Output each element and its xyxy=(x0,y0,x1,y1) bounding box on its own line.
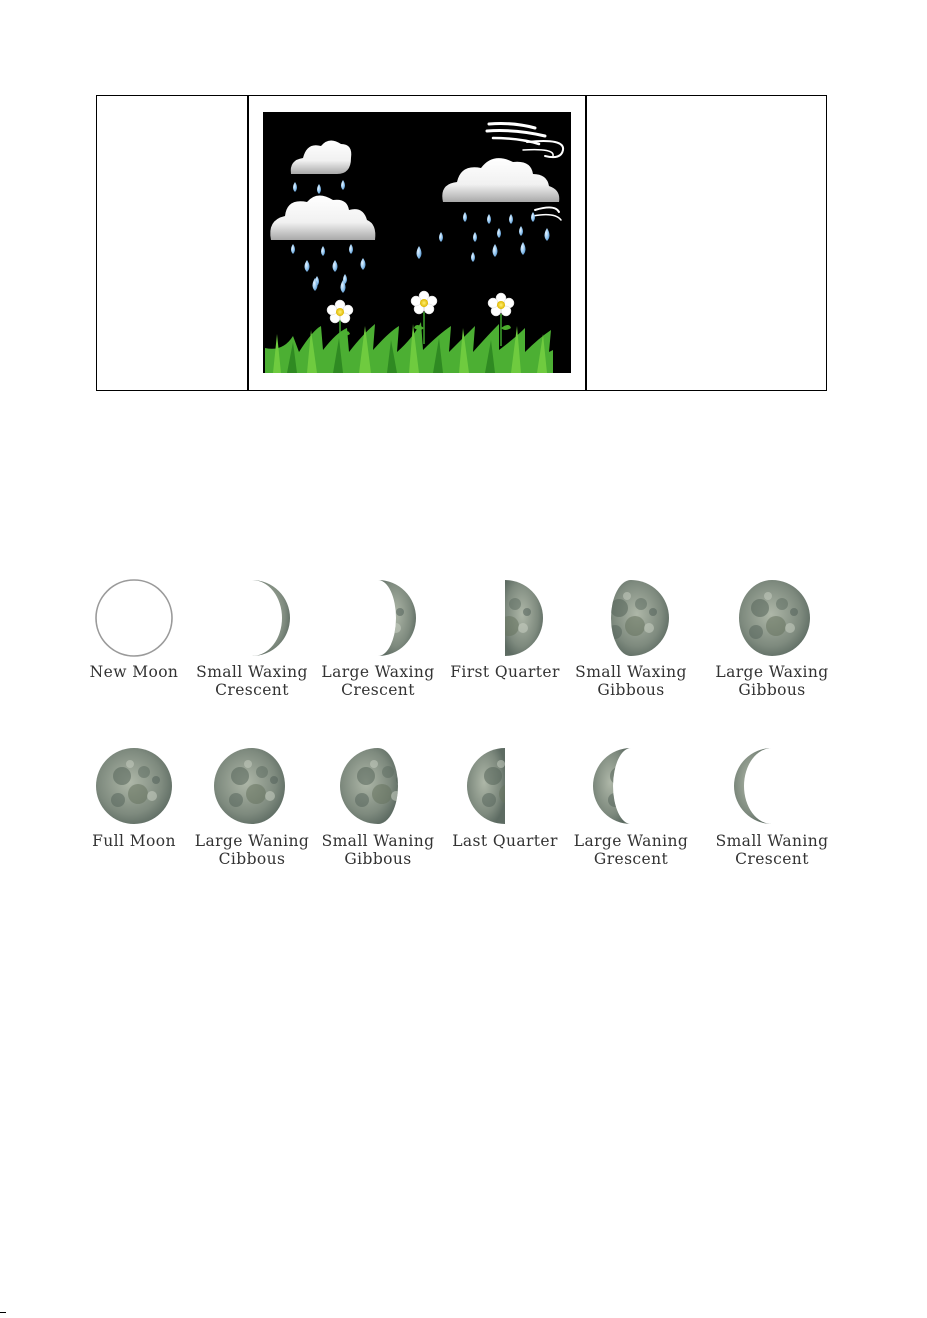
moon-phase-label-line1: Large Waxing xyxy=(321,663,435,681)
page-corner-mark xyxy=(0,1312,6,1313)
moon-phase-label xyxy=(556,832,706,868)
moon-phase-label-line1: Large Waning xyxy=(573,832,689,850)
table-divider xyxy=(585,96,587,390)
moon-phase-label-line1: Small Waning xyxy=(321,832,435,850)
moon-phase-label-line2: Cibbous xyxy=(218,850,286,868)
large-waxing-crescent-icon xyxy=(338,578,418,658)
moon-phase-label-line2: Gibbous xyxy=(738,681,806,699)
small-waxing-crescent-icon xyxy=(212,578,292,658)
moon-phase-label xyxy=(556,663,706,699)
new-moon-icon xyxy=(94,578,174,658)
moon-phase-label-line2: Crescent xyxy=(215,681,289,699)
moon-phase-label-line1: Full Moon xyxy=(92,832,176,850)
first-quarter-icon xyxy=(465,578,545,658)
small-waning-crescent-icon xyxy=(732,746,812,826)
moon-phase-label-line1: New Moon xyxy=(89,663,179,681)
moon-phase-label-line1: Small Waxing xyxy=(196,663,308,681)
moon-phase-label-line1: First Quarter xyxy=(450,663,560,681)
small-waning-gibbous-icon xyxy=(338,746,418,826)
large-waxing-gibbous-icon xyxy=(732,578,812,658)
full-moon-icon xyxy=(94,746,174,826)
table-divider xyxy=(247,96,249,390)
moon-phase-label-line2: Gibbous xyxy=(344,850,412,868)
moon-phase-label-line1: Large Waning xyxy=(194,832,310,850)
small-waxing-gibbous-icon xyxy=(591,578,671,658)
moon-phase-label-line2: Crescent xyxy=(341,681,415,699)
moon-phase-label-line1: Last Quarter xyxy=(452,832,558,850)
moon-phase-label-line1: Small Waning xyxy=(715,832,829,850)
moon-phase-label-line2: Crescent xyxy=(735,850,809,868)
rain-wind-weather-icon xyxy=(263,112,571,373)
large-waning-crescent-icon xyxy=(591,746,671,826)
last-quarter-icon xyxy=(465,746,545,826)
moon-phase-label-line2: Grescent xyxy=(593,850,669,868)
large-waning-gibbous-icon xyxy=(212,746,292,826)
moon-phase-label xyxy=(697,832,847,868)
moon-phase-label-line1: Small Waxing xyxy=(575,663,687,681)
moon-phase-label-line2: Gibbous xyxy=(597,681,665,699)
moon-phase-label-line1: Large Waxing xyxy=(715,663,829,681)
moon-phase-label xyxy=(697,663,847,699)
